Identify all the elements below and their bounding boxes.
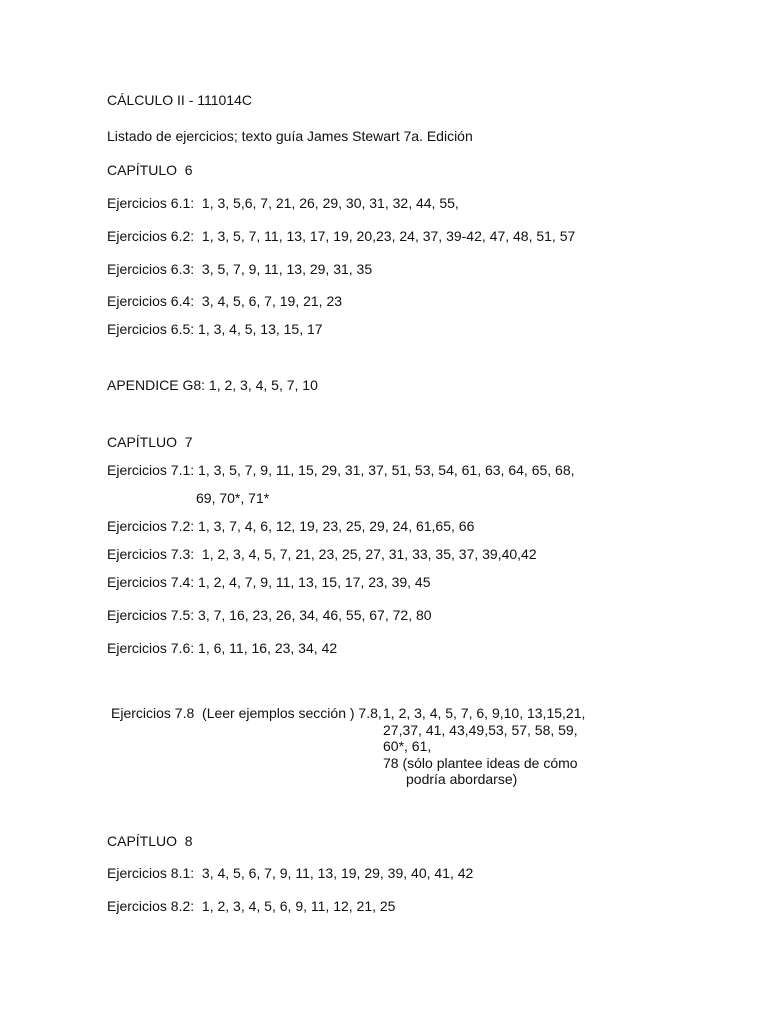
exercise-7-8-line-3: 60*, 61, (383, 738, 432, 754)
exercise-7-4: Ejercicios 7.4: 1, 2, 4, 7, 9, 11, 13, 15, 17, 23, 39, 45 (107, 574, 431, 590)
exercise-8-2: Ejercicios 8.2: 1, 2, 3, 4, 5, 6, 9, 11, 12, 21, 25 (107, 898, 396, 914)
exercise-7-8-line-4: 78 (sólo plantee ideas de cómo (383, 754, 578, 771)
exercise-6-4: Ejercicios 6.4: 3, 4, 5, 6, 7, 19, 21, 23 (107, 293, 343, 309)
document-title: CÁLCULO II - 111014C (107, 92, 252, 108)
exercise-6-3: Ejercicios 6.3: 3, 5, 7, 9, 11, 13, 29, 31, 35 (107, 261, 373, 277)
exercise-7-8-line-2: 27,37, 41, 43,49,53, 57, 58, 59, (383, 721, 578, 738)
chapter-8-heading: CAPÍTLUO 8 (107, 833, 193, 849)
exercise-7-8-line-1: 1, 2, 3, 4, 5, 7, 6, 9,10, 13,15,21, (383, 705, 586, 721)
exercise-6-2: Ejercicios 6.2: 1, 3, 5, 7, 11, 13, 17, 19, 20,23, 24, 37, 39-42, 47, 48, 51, 57 (107, 228, 576, 244)
exercise-7-6: Ejercicios 7.6: 1, 6, 11, 16, 23, 34, 42 (107, 640, 338, 656)
exercise-7-8-line-5: podría abordarse) (406, 771, 518, 787)
appendix-g8: APENDICE G8: 1, 2, 3, 4, 5, 7, 10 (107, 377, 318, 393)
exercise-6-1: Ejercicios 6.1: 1, 3, 5,6, 7, 21, 26, 29, 30, 31, 32, 44, 55, (107, 195, 459, 211)
exercise-7-5: Ejercicios 7.5: 3, 7, 16, 23, 26, 34, 46, 55, 67, 72, 80 (107, 607, 432, 623)
exercise-7-3: Ejercicios 7.3: 1, 2, 3, 4, 5, 7, 21, 23, 25, 27, 31, 33, 35, 37, 39,40,42 (107, 546, 537, 562)
chapter-7-heading: CAPÍTLUO 7 (107, 434, 193, 450)
exercise-7-1-continued: 69, 70*, 71* (196, 490, 270, 506)
exercise-8-1: Ejercicios 8.1: 3, 4, 5, 6, 7, 9, 11, 13, 19, 29, 39, 40, 41, 42 (107, 865, 474, 881)
exercise-7-2: Ejercicios 7.2: 1, 3, 7, 4, 6, 12, 19, 23, 25, 29, 24, 61,65, 66 (107, 518, 475, 534)
document-subtitle: Listado de ejercicios; texto guía James Stewart 7a. Edición (107, 128, 473, 144)
chapter-6-heading: CAPÍTULO 6 (107, 162, 193, 178)
exercise-6-5: Ejercicios 6.5: 1, 3, 4, 5, 13, 15, 17 (107, 321, 323, 337)
exercise-7-8-label: Ejercicios 7.8 (Leer ejemplos sección ) 7.8, (111, 705, 382, 721)
exercise-7-1: Ejercicios 7.1: 1, 3, 5, 7, 9, 11, 15, 29, 31, 37, 51, 53, 54, 61, 63, 64, 65, 68, (107, 462, 575, 478)
